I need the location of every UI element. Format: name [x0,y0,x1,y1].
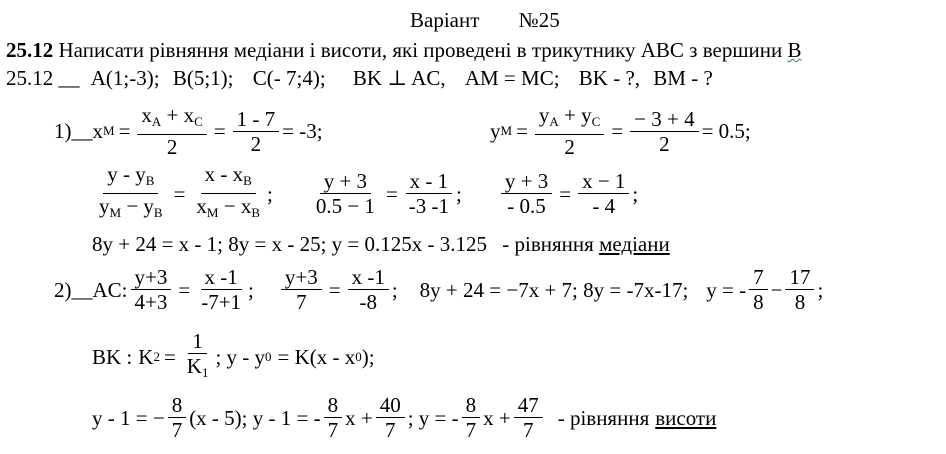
given-find-bm: BM - ? [653,66,713,90]
variant-header [410,8,560,32]
general-left-fraction: $\frac{y - y_B}{y_M - y_B}$ [99,162,163,220]
median-equation-line [92,232,670,256]
part2-ac-equations: 2)__ AC: $\frac{y+3}{4+3}$ = $\frac{x -1}{-7+1}$ ; $\frac{y+3}{7}$ = $\frac{x -1}{-8}$ ; 8y + 24 = −7x + 7; 8y = -7x-17; y = - $\frac{7}{8}$ − $\frac{17}{8}$ ; [54,265,824,314]
simpl-right-fraction: $\frac{x - 1}{- 4}$ [578,170,629,217]
subst-right-fraction: $\frac{x - 1}{-3 -1}$ [405,170,453,217]
task-statement [6,38,801,62]
bk-label: BK : [92,345,133,369]
given-blank: __ [58,66,80,90]
median-equation: 8y + 24 = x - 1; 8y = x - 25; y = 0.125x - 3.125 [92,232,488,256]
part2-bk-equations: BK : K 2 = $\frac{1}{K_1}$ ; y - y 0 = K(x - x 0 ); [92,330,375,384]
variant-label: Варіант [410,8,480,32]
given-find-bk: BK - ?, [578,66,641,90]
part1-line-equations: $\frac{y - y_B}{y_M - y_B}$ = $\frac{x - x_B}{x_M - x_B}$ ; $\frac{y + 3}{0.5 - 1}$ = $\frac{x - 1}{-3 -1}$ ; $\frac{y + 3}{- 0.5}$ = $\frac{x - 1}{- 4}$ ; [92,163,638,224]
xm-result: = -3; [282,119,323,143]
part1-label: 1)__ [54,119,93,143]
altitude-word: висоти [655,405,717,430]
given-line [6,66,713,90]
altitude-equation-line: y - 1 = − $\frac{8}{7}$ (x - 5); y - 1 = - $\frac{8}{7}$ x + $\frac{40}{7}$ ; y = - $\frac{8}{7}$ x + $\frac{47}{7}$ - рівняння висоти [92,393,717,442]
given-number: 25.12 [6,66,54,90]
median-note: - рівняння [502,232,594,256]
xm-fraction: $\frac{x_A + x_C}{2}$ [137,104,206,158]
subst-left-fraction: $\frac{y + 3}{0.5 - 1}$ [315,169,375,218]
variant-number: №25 [518,8,560,32]
given-perpendicular: BK ⊥ AC, [352,66,446,90]
task-text: Написати рівняння медіани і висоти, які проведені в трикутнику ABC з вершини [58,38,783,62]
simpl-left-fraction: $\frac{y + 3}{- 0.5}$ [501,170,552,217]
part2-label: 2)__ [54,277,93,302]
ym-value-fraction: $\frac{- 3 + 4}{2}$ [630,108,698,155]
ym-fraction: $\frac{y_A + y_C}{2}$ [535,104,604,158]
ac-label: AC: [92,277,128,302]
given-point-c: C(- 7;4); [252,66,326,90]
altitude-note: - рівняння [557,405,650,430]
xm-value-fraction: $\frac{1 - 7}{2}$ [233,108,280,155]
task-vertex: B [787,38,802,62]
task-number: 25.12 [6,38,54,62]
ac-simplified: 8y + 24 = −7x + 7; 8y = -7x-17; [419,277,689,302]
median-word: медіани [599,232,670,256]
general-right-fraction: $\frac{x - x_B}{x_M - x_B}$ [196,162,260,220]
given-point-a: A(1;-3); [90,66,160,90]
ym-result: = 0.5; [701,119,751,143]
given-midpoint: AM = MC; [464,66,560,90]
part1-ym-formula: y M = $\frac{y_A + y_C}{2}$ = $\frac{- 3 + 4}{2}$ = 0.5; [490,103,751,159]
bk-slope-fraction: $\frac{1}{K_1}$ [186,329,209,380]
part1-xm-formula: 1)__ x M = $\frac{x_A + x_C}{2}$ = $\frac{1 - 7}{2}$ = -3; [54,103,323,159]
given-point-b: B(5;1); [172,66,234,90]
